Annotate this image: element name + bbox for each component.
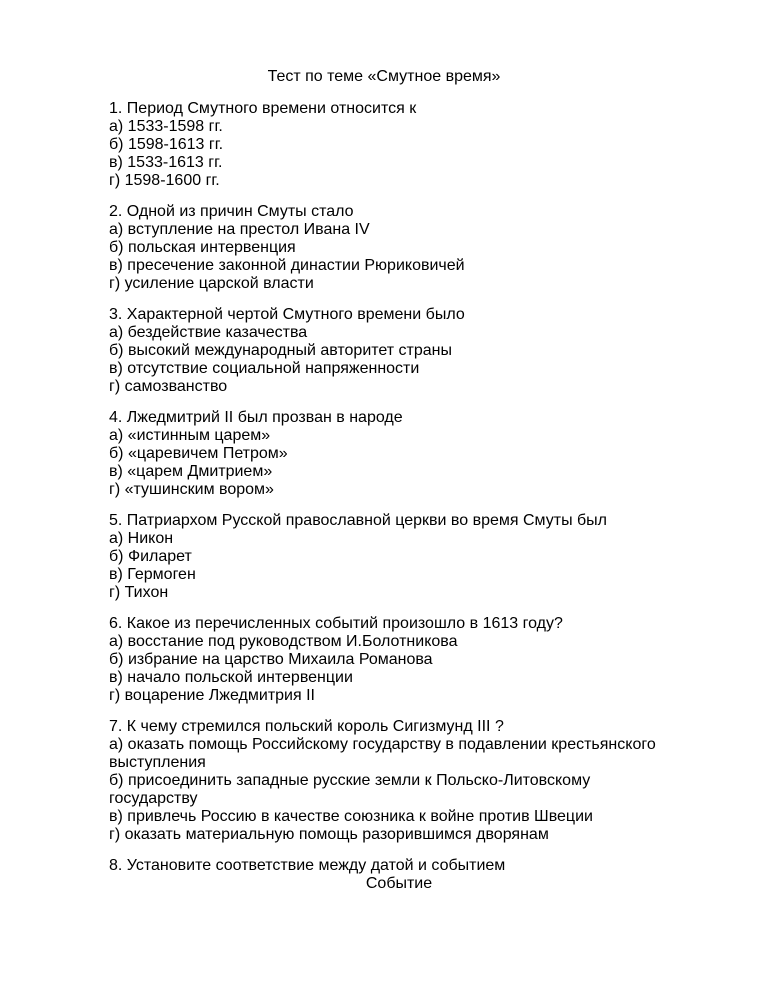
answer-option: б) «царевичем Петром» bbox=[109, 445, 288, 462]
answer-option: а) вступление на престол Ивана IV bbox=[109, 221, 370, 238]
question-text: 7. К чему стремился польский король Сигизмунд III ? bbox=[109, 718, 504, 735]
answer-option: в) начало польской интервенции bbox=[109, 669, 353, 686]
answer-option: г) воцарение Лжедмитрия II bbox=[109, 687, 315, 704]
answer-option: г) 1598-1600 гг. bbox=[109, 172, 220, 189]
question-block-7 bbox=[109, 718, 729, 844]
answer-option: а) восстание под руководством И.Болотникова bbox=[109, 633, 458, 650]
answer-option: а) бездействие казачества bbox=[109, 324, 308, 341]
answer-option: г) «тушинским вором» bbox=[109, 481, 274, 498]
question-text: 6. Какое из перечисленных событий произошло в 1613 году? bbox=[109, 615, 563, 632]
question-block-4 bbox=[109, 409, 729, 499]
answer-option: б) высокий международный авторитет страны bbox=[109, 342, 453, 359]
answer-option: б) избрание на царство Михаила Романова bbox=[109, 651, 433, 668]
question-block-5 bbox=[109, 512, 729, 602]
question-block-2 bbox=[109, 203, 729, 293]
answer-option: б) 1598-1613 гг. bbox=[109, 136, 224, 153]
question-block-1 bbox=[109, 100, 729, 190]
question-text: 2. Одной из причин Смуты стало bbox=[109, 203, 354, 220]
answer-option: в) отсутствие социальной напряженности bbox=[109, 360, 420, 377]
question-list bbox=[109, 100, 729, 906]
answer-option: в) «царем Дмитрием» bbox=[109, 463, 273, 480]
answer-option: а) оказать помощь Российскому государству в подавлении крестьянского bbox=[109, 736, 656, 753]
answer-option: в) пресечение законной династии Рюриковичей bbox=[109, 257, 465, 274]
answer-option-continuation: выступления bbox=[109, 754, 206, 771]
answer-option-continuation: государству bbox=[109, 790, 198, 807]
answer-option: в) привлечь Россию в качестве союзника к войне против Швеции bbox=[109, 808, 593, 825]
answer-option: б) Филарет bbox=[109, 548, 192, 565]
question-text: 5. Патриархом Русской православной церкви во время Смуты был bbox=[109, 512, 608, 529]
column-heading-event: Событие bbox=[365, 875, 433, 892]
answer-option: в) 1533-1613 гг. bbox=[109, 154, 223, 171]
answer-option: г) самозванство bbox=[109, 378, 228, 395]
question-text: 3. Характерной чертой Смутного времени было bbox=[109, 306, 465, 323]
answer-option: б) польская интервенция bbox=[109, 239, 296, 256]
question-text: 1. Период Смутного времени относится к bbox=[109, 100, 417, 117]
question-block-8 bbox=[109, 857, 729, 893]
document-title: Тест по теме «Смутное время» bbox=[267, 68, 501, 85]
question-block-3 bbox=[109, 306, 729, 396]
answer-option: г) Тихон bbox=[109, 584, 169, 601]
answer-option: а) Никон bbox=[109, 530, 174, 547]
answer-option: а) 1533-1598 гг. bbox=[109, 118, 223, 135]
answer-option: в) Гермоген bbox=[109, 566, 196, 583]
answer-option: б) присоединить западные русские земли к Польско-Литовскому bbox=[109, 772, 591, 789]
question-text: 8. Установите соответствие между датой и событием bbox=[109, 857, 506, 874]
question-text: 4. Лжедмитрий II был прозван в народе bbox=[109, 409, 403, 426]
answer-option: г) усиление царской власти bbox=[109, 275, 314, 292]
question-block-6 bbox=[109, 615, 729, 705]
answer-option: г) оказать материальную помощь разорившимся дворянам bbox=[109, 826, 549, 843]
answer-option: а) «истинным царем» bbox=[109, 427, 271, 444]
